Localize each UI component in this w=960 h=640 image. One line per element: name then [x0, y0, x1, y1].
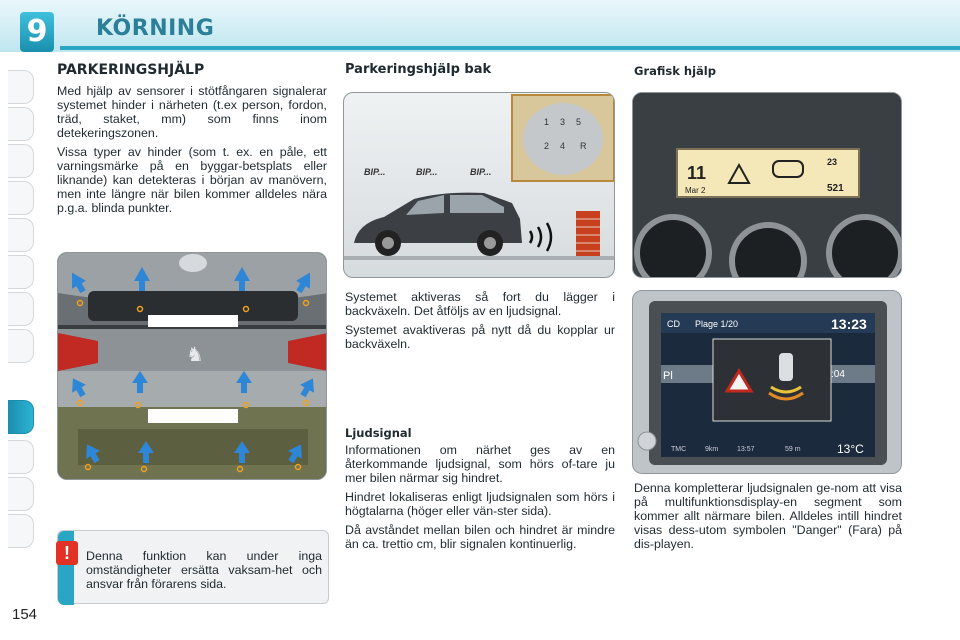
- svg-text:1: 1: [544, 117, 550, 127]
- chapter-tab[interactable]: [8, 329, 34, 363]
- bumper-sensors-illustration: [57, 252, 327, 480]
- reverse-text: [345, 290, 615, 356]
- svg-text:2: 2: [544, 141, 550, 151]
- chapter-tab-active[interactable]: [8, 400, 34, 434]
- svg-text:CD: CD: [667, 319, 680, 329]
- graphic-help-text: [634, 481, 902, 556]
- bip-label: BIP...: [416, 167, 438, 177]
- brick-wall: [576, 211, 600, 257]
- chapter-tab[interactable]: [8, 107, 34, 141]
- multifunction-display-svg: [633, 291, 902, 474]
- chapter-tab[interactable]: [8, 144, 34, 178]
- bip-label: BIP...: [470, 167, 492, 177]
- chapter-badge: 9: [20, 12, 54, 52]
- svg-text:11: 11: [687, 163, 707, 183]
- svg-text:23: 23: [827, 157, 838, 167]
- reverse-car-svg: [344, 93, 615, 278]
- svg-text:3: 3: [560, 117, 566, 127]
- svg-text:♞: ♞: [186, 342, 204, 366]
- paragraph: Då avståndet mellan bilen och hindret är mindre än ca. trettio cm, blir signalen kontinuerlig.: [345, 523, 615, 551]
- svg-text:4: 4: [560, 141, 566, 151]
- paragraph: Informationen om närhet ges av en återkommande ljudsignal, som hörs of-tare ju mer bilen närmar sig hindret.: [345, 443, 615, 485]
- svg-text:13:23: 13:23: [831, 316, 867, 332]
- section-title: Grafisk hjälp: [634, 64, 716, 78]
- svg-text:Plage 1/20: Plage 1/20: [695, 319, 739, 329]
- section-title: PARKERINGSHJÄLP: [57, 62, 205, 78]
- chapter-tabs: [8, 70, 34, 570]
- chapter-tab[interactable]: [8, 440, 34, 474]
- chapter-tab[interactable]: [8, 181, 34, 215]
- front-plate: [148, 315, 238, 327]
- svg-text:Mar 2: Mar 2: [685, 186, 706, 195]
- warning-text: Denna funktion kan under inga omständigheter ersätta vaksam-het och ansvar från förarens sida.: [86, 549, 322, 591]
- car-top-icon: [779, 353, 793, 381]
- sound-signal-section: [345, 426, 615, 556]
- lion-badge-front: [179, 254, 207, 272]
- instrument-display-svg: [633, 93, 902, 278]
- svg-text:521: 521: [827, 183, 844, 194]
- svg-text:13°C: 13°C: [837, 442, 864, 456]
- multifunction-display-illustration: [632, 290, 902, 474]
- chapter-tab[interactable]: [8, 477, 34, 511]
- paragraph: Hindret lokaliseras enligt ljudsignalen som hörs i högtalarna (höger eller vän-ster sida).: [345, 490, 615, 518]
- rear-plate: [148, 409, 238, 423]
- chapter-tab[interactable]: [8, 514, 34, 548]
- section-title: Parkeringshjälp bak: [345, 62, 492, 77]
- chapter-tab[interactable]: [8, 292, 34, 326]
- svg-text:59 m: 59 m: [785, 446, 801, 453]
- reverse-car-illustration: [343, 92, 615, 278]
- paragraph: Systemet aktiveras så fort du lägger i backväxeln. Det åtföljs av en ljudsignal.: [345, 290, 615, 318]
- exclamation-icon: !: [56, 541, 78, 565]
- svg-text:Pl: Pl: [663, 370, 673, 382]
- header-rule: [60, 46, 960, 50]
- svg-text:9km: 9km: [705, 446, 719, 453]
- bip-label: BIP...: [364, 167, 386, 177]
- paragraph: Vissa typer av hinder (som t. ex. en påle, ett varningsmärke på en byggar-betsplats eller liknande) kan detekteras i början av manövern, men inte längre när bilen kommer alldeles nära p.g.a. blinda punkter.: [57, 145, 327, 215]
- chapter-title: KÖRNING: [96, 16, 215, 41]
- svg-text:5: 5: [576, 117, 582, 127]
- warning-box: [57, 530, 329, 604]
- paragraph: Denna kompletterar ljudsignalen ge-nom att visa på multifunktionsdisplay-en segment som kommer allt närmare bilen. Alldeles intill hindret visas dess-utom symbolen "Danger" (Fara) på dis-playen.: [634, 481, 902, 551]
- instrument-display-illustration: [632, 92, 902, 278]
- paragraph: Med hjälp av sensorer i stötfångaren signalerar systemet hinder i närheten (t.ex person, fordon, träd, staket, mm) som finns inom detekeringszonen.: [57, 84, 327, 140]
- chapter-tab[interactable]: [8, 218, 34, 252]
- sound-waves: [530, 223, 551, 251]
- chapter-tab[interactable]: [8, 70, 34, 104]
- svg-text::04: :04: [831, 369, 845, 380]
- intro-text: [57, 84, 327, 220]
- svg-text:13:57: 13:57: [737, 446, 755, 453]
- page-number: 154: [12, 606, 38, 623]
- svg-text:TMC: TMC: [671, 446, 687, 453]
- subsection-title: Ljudsignal: [345, 426, 412, 440]
- paragraph: Systemet avaktiveras på nytt då du kopplar ur backväxeln.: [345, 323, 615, 351]
- bumper-sensors-svg: [58, 253, 327, 480]
- svg-text:R: R: [580, 141, 587, 151]
- chapter-tab[interactable]: [8, 255, 34, 289]
